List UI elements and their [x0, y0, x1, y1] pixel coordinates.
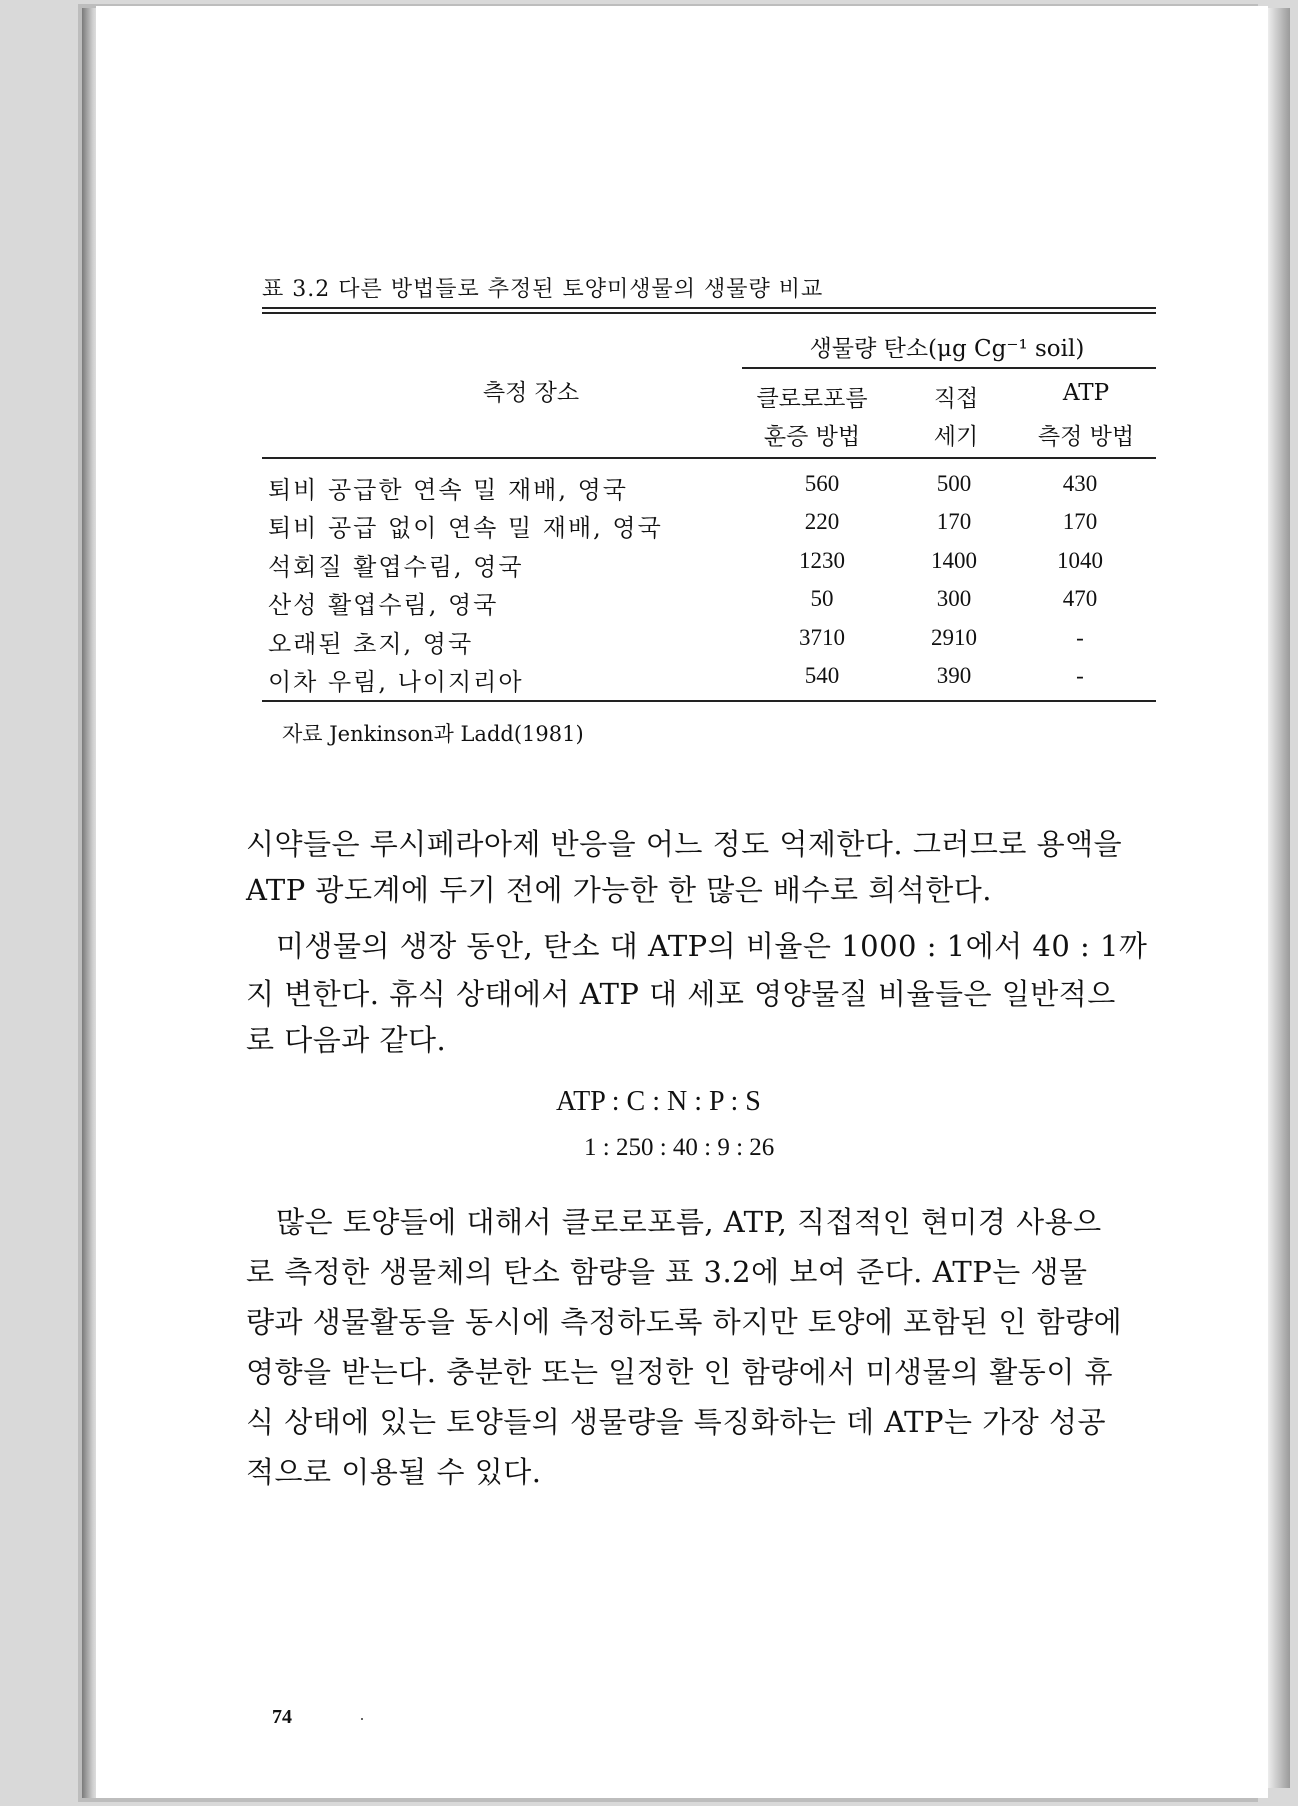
row-5-location: 오래된 초지, 영국: [268, 630, 474, 658]
paragraph-3-line-1: 많은 토양들에 대해서 클로로포름, ATP, 직접적인 현미경 사용으: [276, 1205, 1102, 1239]
row-2-direct: 170: [936, 509, 972, 534]
paragraph-2-line-1: 미생물의 생장 동안, 탄소 대 ATP의 비율은 1000 : 1에서 40 : 1까: [276, 929, 1148, 963]
table-bottom-rule: [262, 700, 1156, 702]
paragraph-3-line-4: 영향을 받는다. 충분한 또는 일정한 인 함량에서 미생물의 활동이 휴: [246, 1355, 1114, 1389]
row-3-fumigation: 1230: [799, 548, 845, 573]
row-6-direct: 390: [936, 663, 972, 688]
paragraph-1-line-2: ATP 광도계에 두기 전에 가능한 한 많은 배수로 희석한다.: [246, 873, 992, 907]
page-speck: [361, 1718, 363, 1720]
header-bottom-rule: [262, 457, 1156, 459]
header-fumigation-2: 훈증 방법: [763, 424, 861, 450]
row-1-atp: 430: [1062, 471, 1098, 496]
paragraph-2-line-3: 로 다음과 같다.: [246, 1023, 447, 1057]
header-location: 측정 장소: [482, 380, 580, 406]
header-atp-1: ATP: [1062, 380, 1110, 406]
header-atp-2: 측정 방법: [1037, 424, 1135, 450]
table-source: 자료 Jenkinson과 Ladd(1981): [282, 722, 584, 746]
row-2-location: 퇴비 공급 없이 연속 밀 재배, 영국: [268, 514, 663, 542]
header-fumigation-1: 클로로포름: [756, 386, 868, 412]
table-top-rule-1: [262, 307, 1156, 309]
row-6-atp: -: [1076, 663, 1084, 688]
row-4-fumigation: 50: [810, 586, 834, 611]
row-5-atp: -: [1076, 625, 1084, 650]
header-biomass-carbon: 생물량 탄소(μg Cg⁻¹ soil): [809, 336, 1085, 362]
row-2-atp: 170: [1062, 509, 1098, 534]
formula-line-2: 1 : 250 : 40 : 9 : 26: [584, 1134, 775, 1161]
row-2-fumigation: 220: [804, 509, 840, 534]
paragraph-2-line-2: 지 변한다. 휴식 상태에서 ATP 대 세포 영양물질 비율들은 일반적으: [246, 977, 1116, 1011]
row-4-direct: 300: [936, 586, 972, 611]
formula-line-1: ATP : C : N : P : S: [556, 1086, 761, 1117]
row-4-location: 산성 활엽수림, 영국: [268, 591, 499, 619]
paragraph-3-line-5: 식 상태에 있는 토양들의 생물량을 특징화하는 데 ATP는 가장 성공: [246, 1405, 1107, 1439]
row-1-fumigation: 560: [804, 471, 840, 496]
header-direct-1: 직접: [933, 386, 979, 412]
paragraph-3-line-2: 로 측정한 생물체의 탄소 함량을 표 3.2에 보여 준다. ATP는 생물: [246, 1255, 1088, 1289]
table-caption: 표 3.2 다른 방법들로 추정된 토양미생물의 생물량 비교: [262, 277, 824, 302]
header-sub-rule: [742, 367, 1156, 369]
paragraph-3-line-6: 적으로 이용될 수 있다.: [246, 1455, 542, 1489]
row-5-direct: 2910: [931, 625, 977, 650]
row-1-direct: 500: [936, 471, 972, 496]
row-3-direct: 1400: [931, 548, 977, 573]
page-number: 74: [272, 1706, 292, 1728]
row-6-location: 이차 우림, 나이지리아: [268, 668, 524, 696]
row-5-fumigation: 3710: [799, 625, 845, 650]
row-4-atp: 470: [1062, 586, 1098, 611]
paragraph-3-line-3: 량과 생물활동을 동시에 측정하도록 하지만 토양에 포함된 인 함량에: [246, 1305, 1123, 1339]
row-1-location: 퇴비 공급한 연속 밀 재배, 영국: [268, 476, 628, 504]
table-top-rule-2: [262, 312, 1156, 314]
paragraph-1-line-1: 시약들은 루시페라아제 반응을 어느 정도 억제한다. 그러므로 용액을: [246, 827, 1123, 861]
row-3-atp: 1040: [1057, 548, 1103, 573]
header-direct-2: 세기: [933, 424, 979, 450]
row-3-location: 석회질 활엽수림, 영국: [268, 553, 524, 581]
page-right-edge: [1266, 8, 1290, 1788]
row-6-fumigation: 540: [804, 663, 840, 688]
